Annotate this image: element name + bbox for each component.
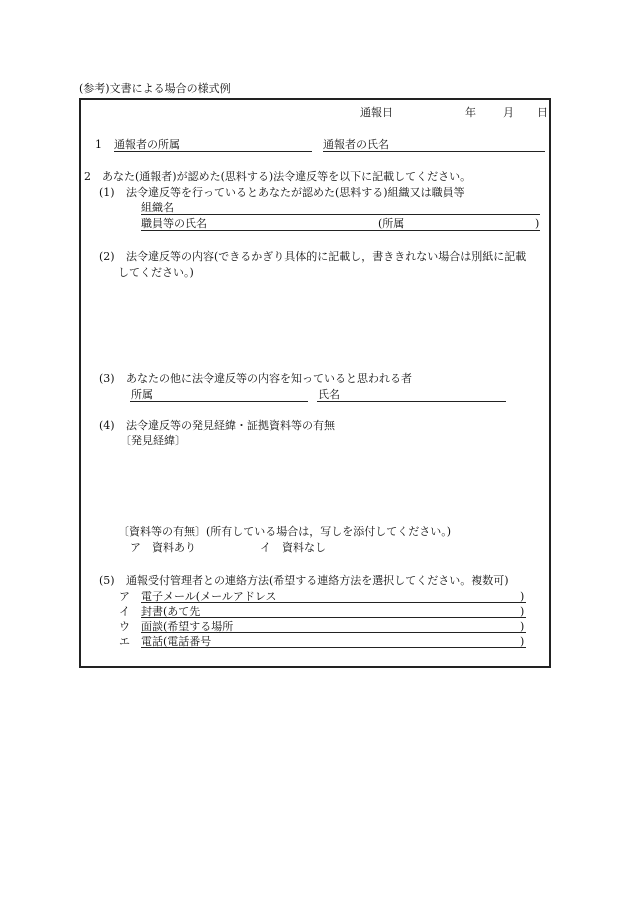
method-email-close: ) <box>520 590 525 603</box>
other-person-affiliation-label: 所属 <box>131 388 153 401</box>
item5-number: (5) <box>99 574 115 587</box>
item2-number: (2) <box>99 250 115 263</box>
materials-yes-option[interactable]: ア 資料あり <box>130 541 196 554</box>
method-letter-label[interactable]: 封書(あて先 <box>141 605 201 618</box>
method-email-field[interactable] <box>141 602 526 603</box>
item1-number: (1) <box>99 186 115 199</box>
method-letter-kana: イ <box>119 605 130 618</box>
report-date-day: 日 <box>537 106 548 119</box>
organization-name-field[interactable] <box>141 214 540 215</box>
organization-name-label: 組織名 <box>141 201 174 214</box>
method-phone-label[interactable]: 電話(電話番号 <box>141 635 212 648</box>
item3-number: (3) <box>99 372 115 385</box>
other-person-name-label: 氏名 <box>318 388 340 401</box>
discovery-area[interactable] <box>120 450 540 520</box>
method-phone-field[interactable] <box>141 647 526 648</box>
item2-text-line1: 法令違反等の内容(できるかぎり具体的に記載し，書ききれない場合は別紙に記載 <box>126 250 527 263</box>
item1-title: 法令違反等を行っているとあなたが認めた(思料する)組織又は職員等 <box>126 186 465 199</box>
item5-title: 通報受付管理者との連絡方法(希望する連絡方法を選択してください。複数可) <box>126 574 509 587</box>
staff-name-field[interactable] <box>141 230 540 231</box>
staff-affiliation-open: (所属 <box>378 217 405 230</box>
reporter-affiliation-label: 通報者の所属 <box>114 138 180 151</box>
method-phone-close: ) <box>520 635 525 648</box>
item2-text-line2: してください。) <box>118 266 194 279</box>
other-person-name-field[interactable] <box>317 401 506 402</box>
violation-content-area[interactable] <box>118 282 543 362</box>
materials-no-option[interactable]: イ 資料なし <box>260 541 326 554</box>
staff-affiliation-close: ) <box>535 217 540 230</box>
method-email-kana: ア <box>119 590 130 603</box>
discovery-label: 〔発見経緯〕 <box>120 434 186 447</box>
report-date-year: 年 <box>465 106 476 119</box>
section1-number: 1 <box>95 138 102 151</box>
reporter-affiliation-field[interactable] <box>114 151 312 152</box>
method-interview-label[interactable]: 面談(希望する場所 <box>141 620 234 633</box>
method-interview-close: ) <box>520 620 525 633</box>
method-letter-field[interactable] <box>141 617 526 618</box>
method-interview-field[interactable] <box>141 632 526 633</box>
item4-number: (4) <box>99 419 115 432</box>
method-phone-kana: エ <box>119 635 130 648</box>
item3-title: あなたの他に法令違反等の内容を知っていると思われる者 <box>126 372 412 385</box>
other-person-affiliation-field[interactable] <box>130 401 308 402</box>
staff-name-label: 職員等の氏名 <box>141 217 207 230</box>
report-date-month: 月 <box>503 106 514 119</box>
method-interview-kana: ウ <box>119 620 130 633</box>
method-letter-close: ) <box>520 605 525 618</box>
item4-title: 法令違反等の発見経緯・証拠資料等の有無 <box>126 419 335 432</box>
report-date-label: 通報日 <box>360 106 393 119</box>
form-heading: (参考)文書による場合の様式例 <box>79 82 231 95</box>
reporter-name-field[interactable] <box>323 151 545 152</box>
method-email-label[interactable]: 電子メール(メールアドレス <box>141 590 277 603</box>
section2-intro: 2 あなた(通報者)が認めた(思料する)法令違反等を以下に記載してください。 <box>84 170 472 183</box>
materials-label: 〔資料等の有無〕(所有している場合は，写しを添付してください。) <box>118 525 452 538</box>
reporter-name-label: 通報者の氏名 <box>323 138 389 151</box>
